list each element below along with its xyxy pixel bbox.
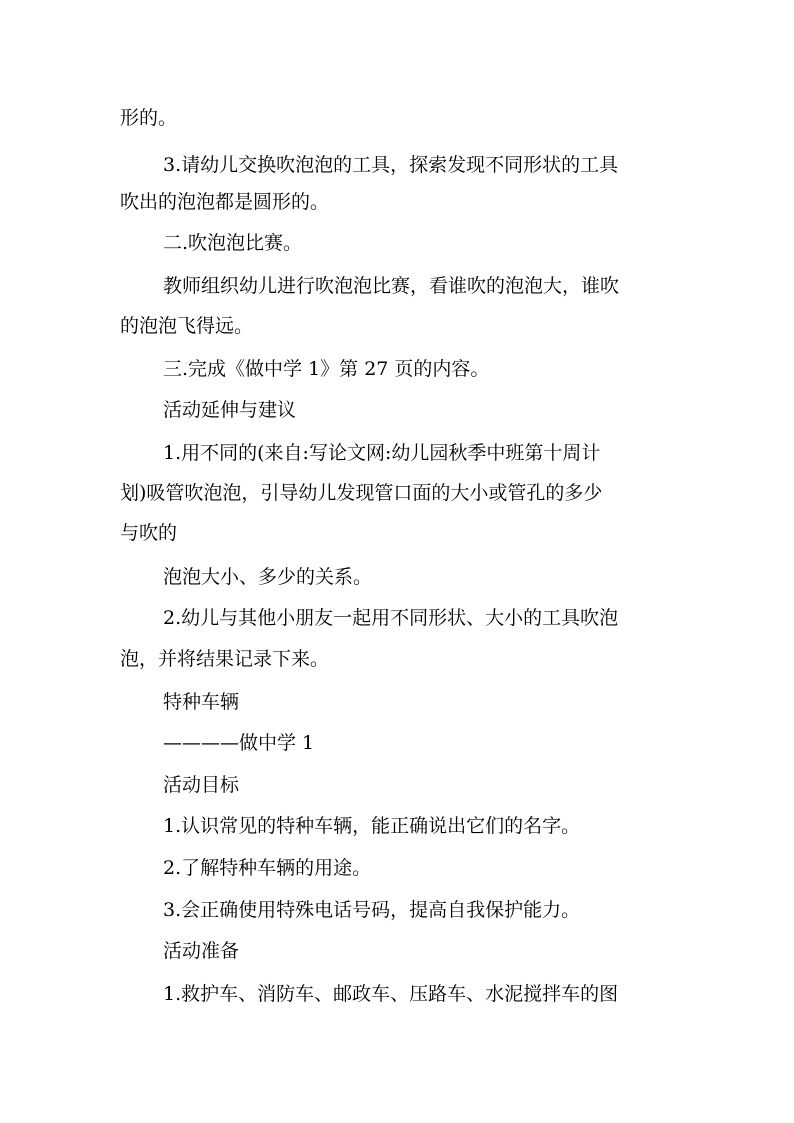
section-heading: 活动延伸与建议	[163, 399, 297, 421]
text-line: 与吹的	[120, 522, 178, 544]
text-line: 3.会正确使用特殊电话号码，提高自我保护能力。	[163, 899, 581, 921]
text-line: 3.请幼儿交换吹泡泡的工具，探索发现不同形状的工具	[163, 154, 619, 176]
section-heading: 特种车辆	[163, 691, 240, 713]
text-line: 形的。	[120, 107, 178, 129]
section-heading: 三.完成《做中学 1》第 27 页的内容。	[163, 358, 490, 380]
text-line: 划)吸管吹泡泡，引导幼儿发现管口面的大小或管孔的多少	[120, 482, 603, 504]
text-line: 吹出的泡泡都是圆形的。	[120, 191, 330, 213]
subtitle-line: ————做中学 1	[163, 732, 315, 754]
text-line: 2.了解特种车辆的用途。	[163, 857, 372, 879]
text-line: 1.用不同的(来自:写论文网:幼儿园秋季中班第十周计	[163, 442, 601, 464]
text-line: 1.认识常见的特种车辆，能正确说出它们的名字。	[163, 815, 581, 837]
section-heading: 活动准备	[163, 940, 240, 962]
section-heading: 活动目标	[163, 774, 240, 796]
text-line: 泡泡大小、多少的关系。	[163, 566, 373, 588]
text-line: 1.救护车、消防车、邮政车、压路车、水泥搅拌车的图	[163, 983, 619, 1005]
text-line: 的泡泡飞得远。	[120, 315, 254, 337]
section-heading: 二.吹泡泡比赛。	[163, 232, 303, 254]
text-line: 2.幼儿与其他小朋友一起用不同形状、大小的工具吹泡	[163, 607, 619, 629]
text-line: 泡，并将结果记录下来。	[120, 648, 330, 670]
text-line: 教师组织幼儿进行吹泡泡比赛，看谁吹的泡泡大，谁吹	[163, 275, 620, 297]
